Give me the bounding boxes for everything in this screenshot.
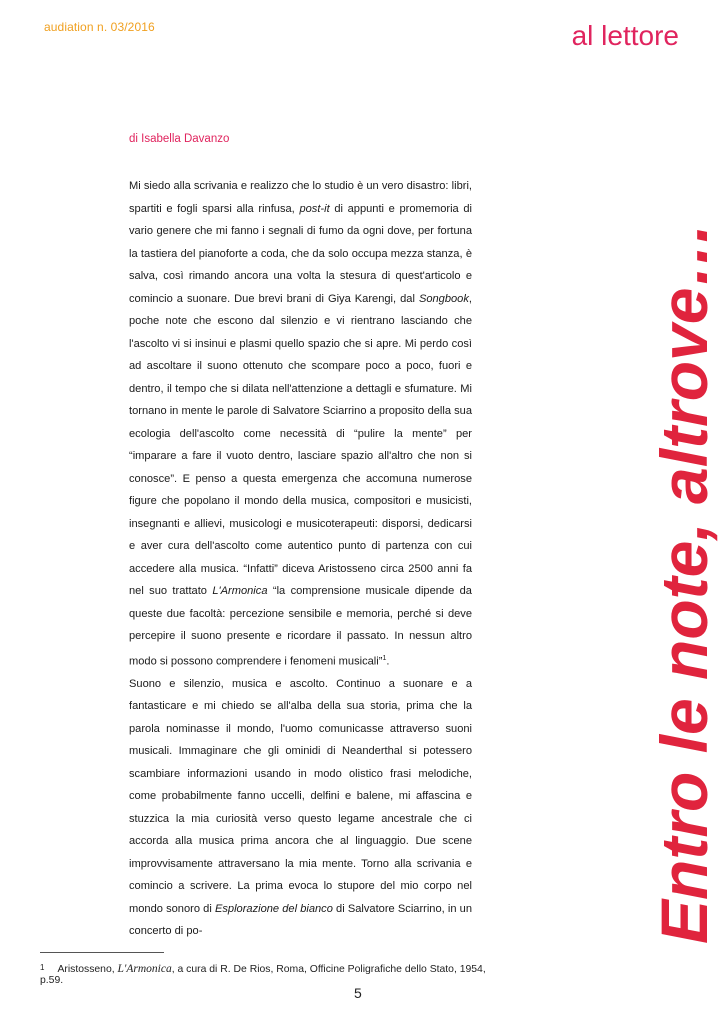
footnote-divider [40,952,164,953]
footnote-number: 1 [40,963,45,972]
paragraph-2: Suono e silenzio, musica e ascolto. Continuo a suonare e a fantasticare e mi chiedo se all'alba della sua storia, prima che la parola nominasse il mondo, l'uomo comunicasse attraverso suoni musicali. Immaginare che gli ominidi di Neanderthal si potessero scambiare informazioni usando in modo olistico frasi melodiche, come probabilmente fanno uccelli, delfini e balene, mi affascina e stuzzica la mia curiosità verso questo legame ancestrale che ci accorda alla musica prima ancora che al linguaggio. Due scene improvvisamente attraversano la mia mente. Torno alla scrivania e comincio a scrivere. La prima evoca lo stupore del mio corpo nel mondo sonoro di Esplorazione del bianco di Salvatore Sciarrino, in un concerto di po- [129,677,473,938]
section-title: al lettore [571,20,679,51]
footnote-ref: 1 [382,654,387,662]
issue-label: audiation n. 03/2016 [44,20,155,34]
paragraph-1: Mi siedo alla scrivania e realizzo che lo studio è un vero disastro: libri, spartiti e fogli sparsi alla rinfusa, post-it di appunti e promemoria di vario genere che mi fanno i segnali di fumo da ogni dove, per fortuna la tastiera del pianoforte a coda, che da solo occupa mezza stanza, è salva, così rimando ancora una volta la stesura di quest'articolo e comincio a suonare. Due brevi brani di Giya Karengi, dal Songbook, poche note che escono dal silenzio e vi rientrano lasciando che l'ascolto vi si insinui e plasmi quello spazio che si apre. Mi perdo così ad ascoltare il suono ottenuto che scompare poco a poco, fuori e dentro, il tempo che si dilata nell'attenzione a dettagli e sfumature. Mi tornano in mente le parole di Salvatore Sciarrino a proposito della sua ecologia dell'ascolto come necessità di “pulire la mente” per “imparare a fare il vuoto dentro, lasciare spazio all'altro che non si conosce”. E penso a questa emergenza che accomuna numerose figure che popolano il mondo della musica, compositori e musicisti, insegnanti e allievi, musicologi e musicoterapeuti: disporsi, dedicarsi e aver cura dell'ascolto come autentico punto di partenza con cui accedere alla musica. “Infatti” diceva Aristosseno circa 2500 anni fa nel suo trattato L'Armonica “la comprensione musicale dipende da queste due facoltà: percezione sensibile e memoria, perché si deve percepire il suono presente e ricordare il passato. In nessun altro modo si possono comprendere i fenomeni musicali”$^1$. [129,180,472,668]
byline: di Isabella Davanzo [129,133,230,145]
article-body [129,175,472,943]
page-number: 5 [354,985,362,1001]
article-title: Entro le note, altrove… [647,221,721,944]
footnote: $^1$ Aristosseno, L'Armonica, a cura di R. De Rios, Roma, Officine Poligrafiche dello Stato, 1954, p.59. [40,963,486,986]
